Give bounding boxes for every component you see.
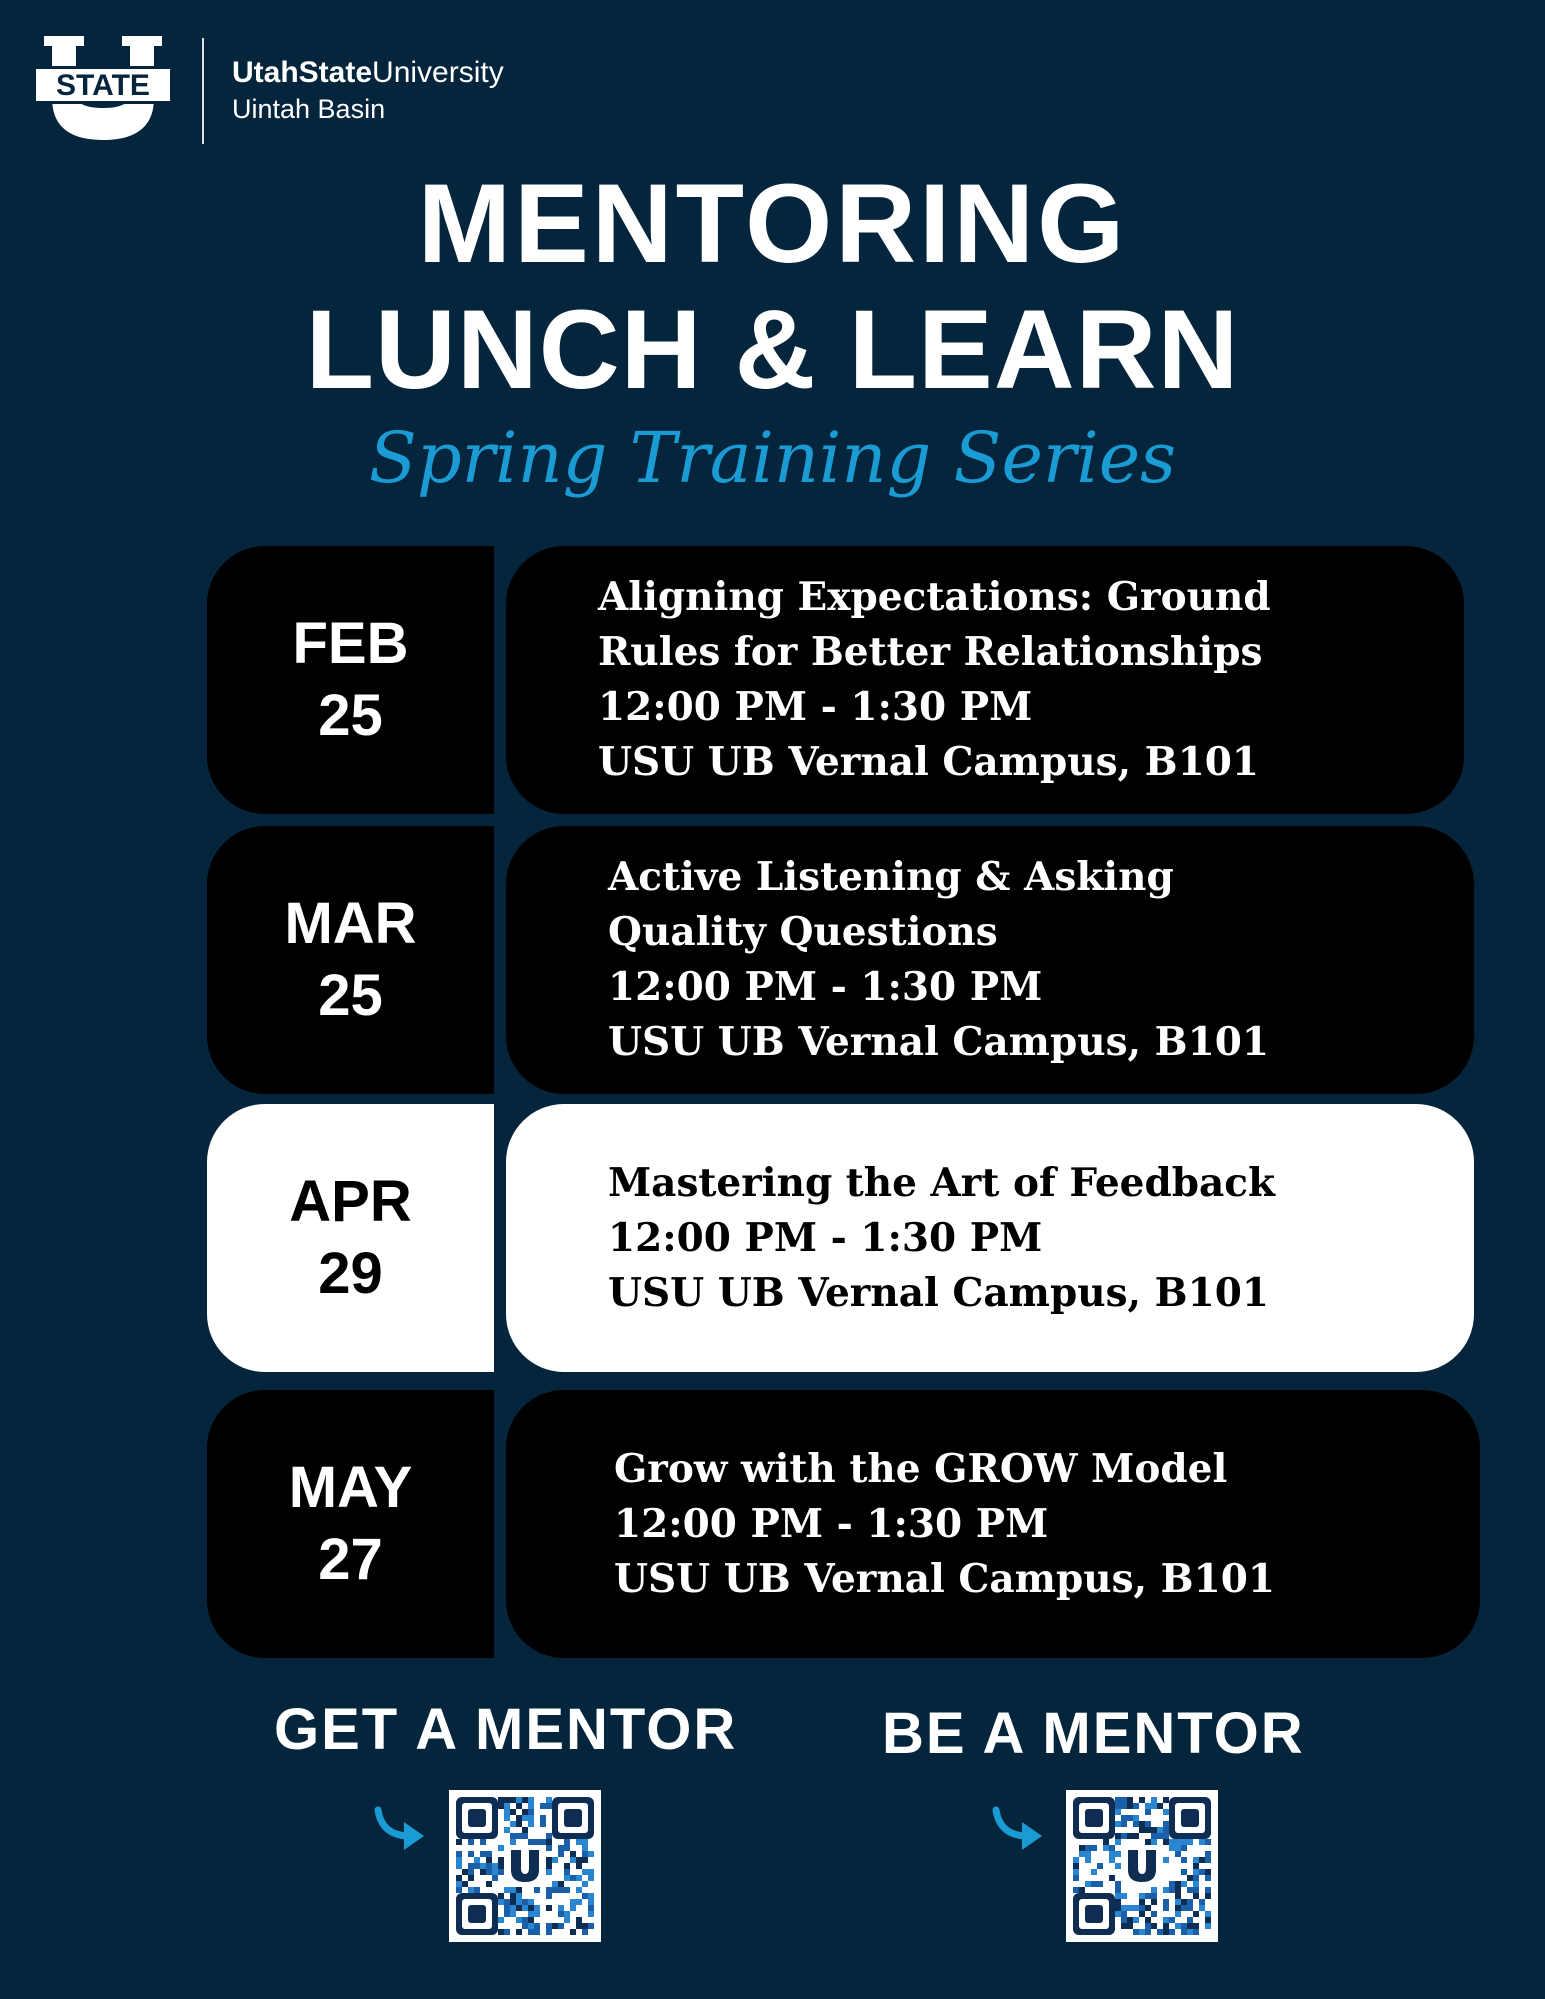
get-a-mentor-qr-code-icon[interactable] [449, 1790, 601, 1942]
session-day: 29 [318, 1241, 383, 1306]
session-date [207, 1104, 494, 1372]
session-day: 25 [318, 963, 383, 1028]
be-a-mentor-heading: BE A MENTOR [882, 1701, 1305, 1766]
session-title-line: Quality Questions [608, 909, 998, 955]
session-details [506, 1104, 1474, 1372]
session-row-may [207, 1390, 1372, 1658]
session-row-feb [207, 546, 1372, 814]
title-line-1: MENTORING [417, 161, 1128, 286]
session-time: 12:00 PM - 1:30 PM [614, 1500, 1049, 1547]
session-day: 25 [318, 683, 383, 748]
campus-name: Uintah Basin [232, 94, 386, 124]
session-location: USU UB Vernal Campus, B101 [598, 739, 1260, 785]
logo-state-text: STATE [56, 69, 150, 102]
session-title-line: Mastering the Art of Feedback [608, 1159, 1276, 1206]
session-location: USU UB Vernal Campus, B101 [608, 1269, 1270, 1316]
session-row-apr [207, 1104, 1372, 1372]
session-title-line: Active Listening & Asking [608, 854, 1174, 900]
session-time: 12:00 PM - 1:30 PM [598, 684, 1033, 730]
subtitle: Spring Training Series [368, 417, 1177, 499]
session-title-line: Rules for Better Relationships [598, 629, 1263, 675]
session-month: FEB [292, 611, 409, 676]
session-date [207, 1390, 494, 1658]
session-month: MAY [288, 1455, 413, 1520]
session-details [506, 546, 1464, 814]
session-time: 12:00 PM - 1:30 PM [608, 1214, 1043, 1261]
session-month: MAR [284, 891, 417, 956]
usu-block-u-logo [32, 36, 174, 146]
curved-arrow-icon [990, 1802, 1046, 1854]
brand-text [232, 56, 504, 126]
university-name: UtahStateUniversity [232, 56, 504, 89]
session-row-mar [207, 826, 1372, 1094]
session-details [506, 1390, 1480, 1658]
session-date [207, 826, 494, 1094]
session-details [506, 826, 1474, 1094]
session-month: APR [289, 1169, 412, 1234]
title-line-2: LUNCH & LEARN [305, 287, 1240, 412]
session-date [207, 546, 494, 814]
curved-arrow-icon [372, 1802, 428, 1854]
session-location: USU UB Vernal Campus, B101 [608, 1019, 1270, 1065]
session-location: USU UB Vernal Campus, B101 [614, 1555, 1276, 1602]
session-time: 12:00 PM - 1:30 PM [608, 964, 1043, 1010]
get-a-mentor-heading: GET A MENTOR [274, 1697, 738, 1762]
session-title-line: Grow with the GROW Model [614, 1445, 1228, 1492]
session-day: 27 [318, 1527, 383, 1592]
be-a-mentor-qr-code-icon[interactable] [1066, 1790, 1218, 1942]
brand-header [32, 36, 504, 146]
session-title-line: Aligning Expectations: Ground [598, 574, 1271, 620]
brand-divider [202, 38, 204, 144]
